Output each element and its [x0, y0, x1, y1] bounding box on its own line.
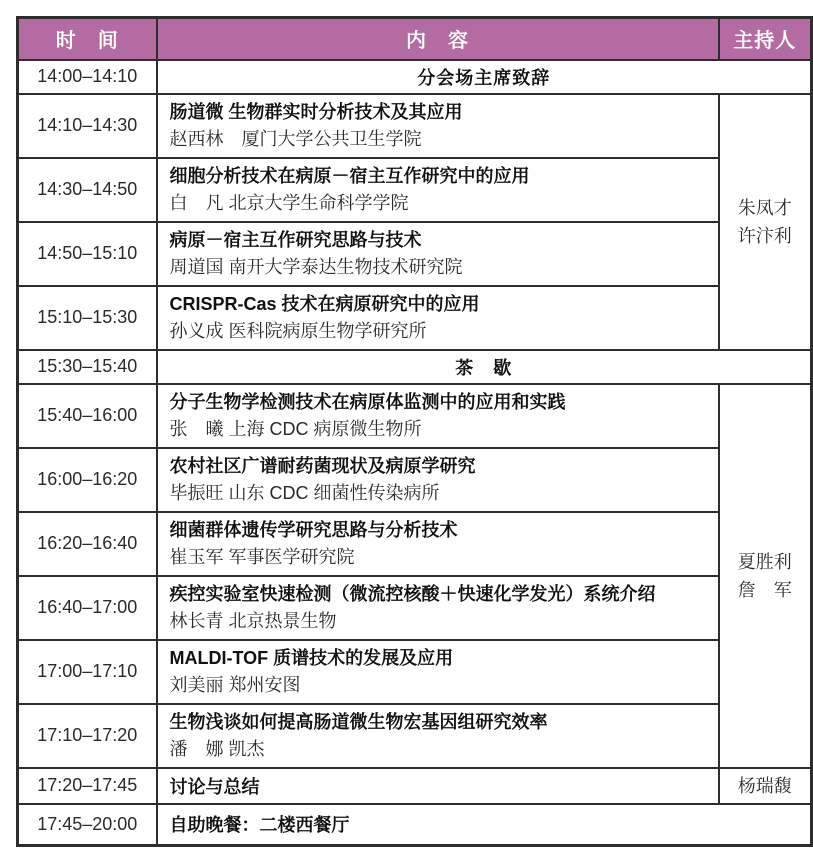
session-cell — [157, 94, 719, 158]
time-cell: 15:40–16:00 — [18, 384, 157, 448]
session-title: 病原－宿主互作研究思路与技术 — [169, 229, 422, 250]
session-speaker: 张 曦 上海 CDC 病原微生物所 — [169, 418, 422, 439]
session-cell — [157, 286, 719, 350]
session-title: 生物浅谈如何提高肠道微生物宏基因组研究效率 — [169, 711, 548, 732]
time-cell: 16:40–17:00 — [18, 576, 157, 640]
session-cell — [157, 640, 719, 704]
session-speaker: 周道国 南开大学泰达生物技术研究院 — [169, 256, 463, 277]
host-name: 许汴利 — [737, 225, 792, 246]
table-row-session — [18, 704, 812, 768]
session-speaker: 赵西林 厦门大学公共卫生学院 — [169, 128, 422, 149]
time-cell: 16:00–16:20 — [18, 448, 157, 512]
session-cell — [157, 704, 719, 768]
session-cell — [157, 222, 719, 286]
session-speaker: 崔玉军 军事医学研究院 — [169, 546, 355, 567]
session-title: 细胞分析技术在病原－宿主互作研究中的应用 — [169, 165, 530, 186]
header-host: 主持人 — [719, 18, 812, 60]
session-cell — [157, 576, 719, 640]
table-row-dinner — [18, 804, 812, 846]
time-cell: 14:10–14:30 — [18, 94, 157, 158]
table-row-session — [18, 448, 812, 512]
time-cell: 17:20–17:45 — [18, 768, 157, 804]
session-speaker: 刘美丽 郑州安图 — [169, 674, 301, 695]
header-row — [18, 18, 812, 60]
table-row-session — [18, 640, 812, 704]
tea-break-title: 茶 歇 — [157, 350, 812, 384]
host-name: 朱凤才 — [737, 197, 792, 218]
header-time: 时 间 — [18, 18, 157, 60]
header-content: 内 容 — [157, 18, 719, 60]
table-row-session — [18, 384, 812, 448]
dinner-title: 自助晚餐：二楼西餐厅 — [157, 804, 812, 846]
session-cell — [157, 512, 719, 576]
time-cell: 17:10–17:20 — [18, 704, 157, 768]
table-row-session — [18, 286, 812, 350]
session-title: 农村社区广谱耐药菌现状及病原学研究 — [169, 455, 476, 476]
table-row-session — [18, 222, 812, 286]
time-cell: 17:00–17:10 — [18, 640, 157, 704]
time-cell: 14:50–15:10 — [18, 222, 157, 286]
table-row-tea-break — [18, 350, 812, 384]
time-cell: 15:30–15:40 — [18, 350, 157, 384]
session-title: 细菌群体遗传学研究思路与分析技术 — [169, 519, 458, 540]
table-row-session — [18, 512, 812, 576]
session-speaker: 孙义成 医科院病原生物学研究所 — [169, 320, 427, 341]
host-name: 詹 军 — [737, 579, 792, 600]
time-cell: 15:10–15:30 — [18, 286, 157, 350]
host-name: 夏胜利 — [737, 551, 792, 572]
host-cell-group2 — [719, 384, 812, 768]
table-row-session — [18, 576, 812, 640]
opening-title: 分会场主席致辞 — [157, 60, 812, 94]
session-speaker: 潘 娜 凯杰 — [169, 738, 265, 759]
session-title: 分子生物学检测技术在病原体监测中的应用和实践 — [169, 391, 566, 412]
table-row-session — [18, 158, 812, 222]
table-row-discussion — [18, 768, 812, 804]
session-cell — [157, 448, 719, 512]
time-cell: 14:30–14:50 — [18, 158, 157, 222]
session-cell — [157, 384, 719, 448]
table-row-opening — [18, 60, 812, 94]
schedule-table — [16, 16, 813, 847]
time-cell: 17:45–20:00 — [18, 804, 157, 846]
table-row-session — [18, 94, 812, 158]
host-cell-discussion: 杨瑞馥 — [719, 768, 812, 804]
discussion-title: 讨论与总结 — [157, 768, 719, 804]
time-cell: 16:20–16:40 — [18, 512, 157, 576]
host-cell-group1 — [719, 94, 812, 350]
time-cell: 14:00–14:10 — [18, 60, 157, 94]
session-title: MALDI-TOF 质谱技术的发展及应用 — [169, 647, 454, 668]
session-cell — [157, 158, 719, 222]
session-speaker: 林长青 北京热景生物 — [169, 610, 337, 631]
session-title: 肠道微 生物群实时分析技术及其应用 — [169, 101, 463, 122]
session-title: 疾控实验室快速检测（微流控核酸＋快速化学发光）系统介绍 — [169, 583, 656, 604]
session-speaker: 毕振旺 山东 CDC 细菌性传染病所 — [169, 482, 440, 503]
session-speaker: 白 凡 北京大学生命科学学院 — [169, 192, 409, 213]
session-title: CRISPR-Cas 技术在病原研究中的应用 — [169, 293, 480, 314]
